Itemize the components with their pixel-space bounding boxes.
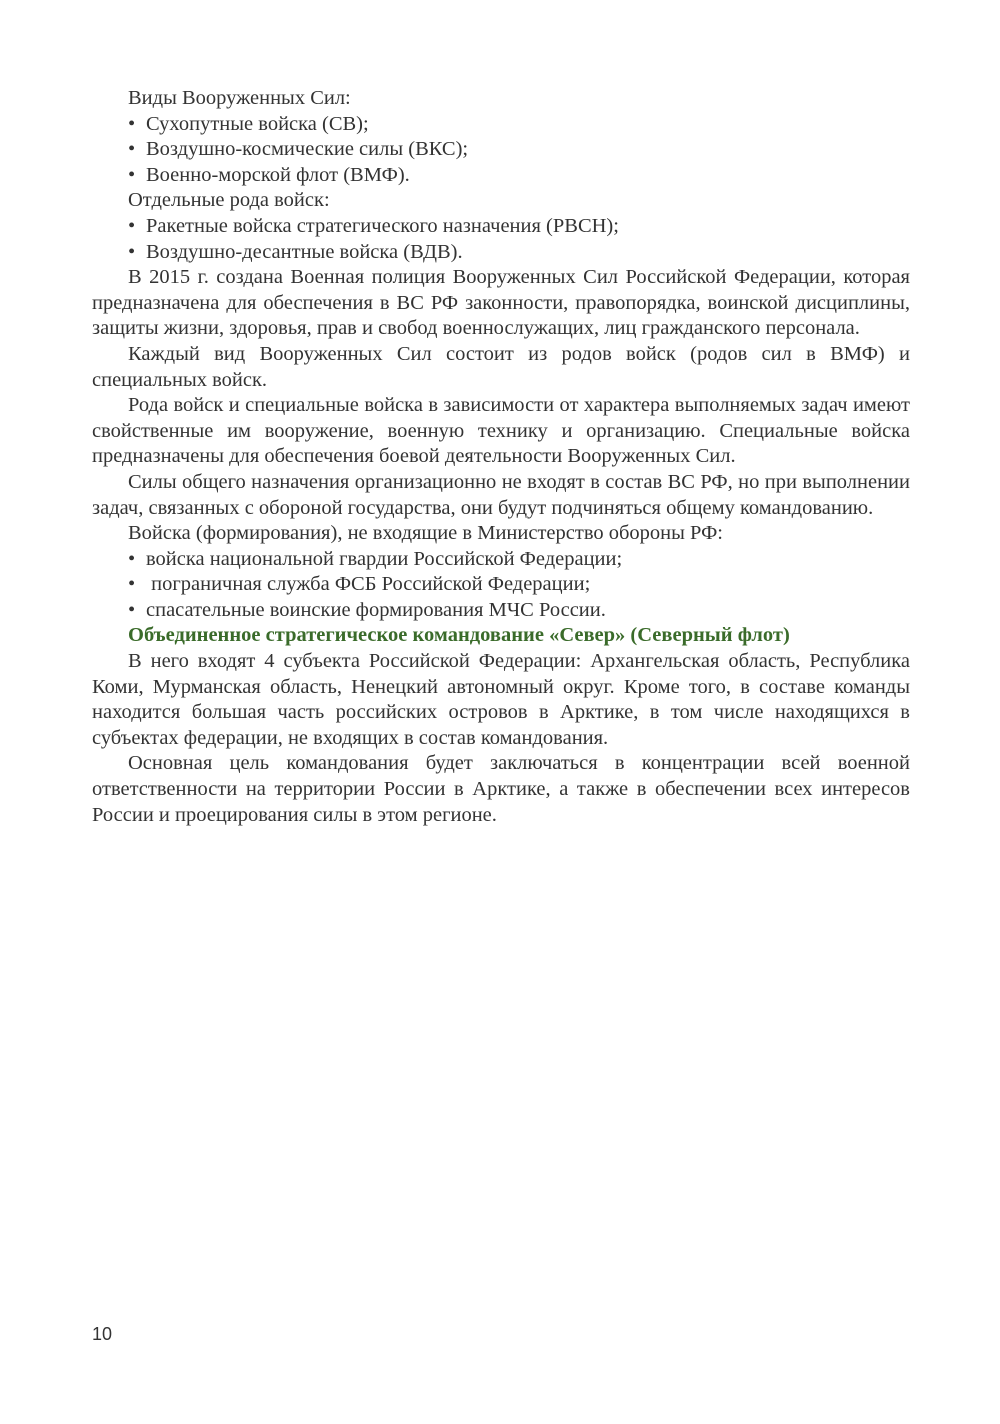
list-item <box>128 137 910 163</box>
list-item <box>128 547 910 573</box>
list-item <box>128 572 910 598</box>
list-item-text: Ракетные войска стратегического назначения (РВСН); <box>146 214 619 237</box>
paragraph-troop-types: Рода войск и специальные войска в зависимости от характера выполняемых задач имеют свойственные им вооружение, военную технику и организацию. Специальные войска предназначены для обеспечения боевой деятельности Вооруженных Сил. <box>92 394 910 468</box>
bullet-icon: • <box>128 163 136 186</box>
list-item-text: Военно-морской флот (ВМФ). <box>146 163 410 186</box>
bullet-icon: • <box>128 138 136 161</box>
list-item-text: Воздушно-десантные войска (ВДВ). <box>146 240 463 263</box>
paragraph-north-goal: Основная цель командования будет заключаться в концентрации всей военной ответственности на территории России в Арктике, а также в обеспечении всех интересов России и проецирования силы в этом регионе. <box>92 752 910 826</box>
bullet-icon: • <box>128 598 136 621</box>
other-troops-heading: Войска (формирования), не входящие в Министерство обороны РФ: <box>128 522 723 545</box>
separate-heading: Отдельные рода войск: <box>128 189 330 212</box>
list-item-text: Сухопутные войска (СВ); <box>146 112 369 135</box>
page-number: 10 <box>92 1324 113 1344</box>
list-item-text: Воздушно-космические силы (ВКС); <box>146 138 469 161</box>
branches-heading: Виды Вооруженных Сил: <box>128 87 351 109</box>
paragraph-branch-composition: Каждый вид Вооруженных Сил состоит из родов войск (родов сил в ВМФ) и специальных войск. <box>92 342 910 391</box>
list-item <box>128 214 910 240</box>
paragraph-north-composition: В него входят 4 субъекта Российской Федерации: Архангельская область, Республика Коми, Мурманская область, Ненецкий автономный округ. Кроме того, в составе команды находится большая часть российских островов в Арктике, в том числе находящихся в субъектах федерации, не входящих в состав командования. <box>92 650 910 749</box>
section-title: Объединенное стратегическое командование «Север» (Северный флот) <box>128 624 790 647</box>
bullet-icon: • <box>128 573 136 596</box>
paragraph-general-forces: Силы общего назначения организационно не входят в состав ВС РФ, но при выполнении задач, связанных с обороной государства, они будут подчиняться общему командованию. <box>92 470 910 519</box>
separate-list <box>92 214 910 265</box>
bullet-icon: • <box>128 112 136 135</box>
branches-list <box>92 112 910 189</box>
list-item <box>128 163 910 189</box>
bullet-icon: • <box>128 240 136 263</box>
other-troops-list <box>92 547 910 624</box>
list-item-text: спасательные воинские формирования МЧС России. <box>146 598 606 621</box>
list-item-text: войска национальной гвардии Российской Федерации; <box>146 547 623 570</box>
list-item-text: пограничная служба ФСБ Российской Федерации; <box>146 573 591 596</box>
bullet-icon: • <box>128 547 136 570</box>
list-item <box>128 598 910 624</box>
page-body <box>92 86 910 828</box>
bullet-icon: • <box>128 214 136 237</box>
list-item <box>128 112 910 138</box>
paragraph-military-police: В 2015 г. создана Военная полиция Вооруженных Сил Российской Федерации, которая предназначена для обеспечения в ВС РФ законности, правопорядка, воинской дисциплины, защиты жизни, здоровья, прав и свобод военнослужащих, лиц гражданского персонала. <box>92 266 910 340</box>
list-item <box>128 240 910 266</box>
